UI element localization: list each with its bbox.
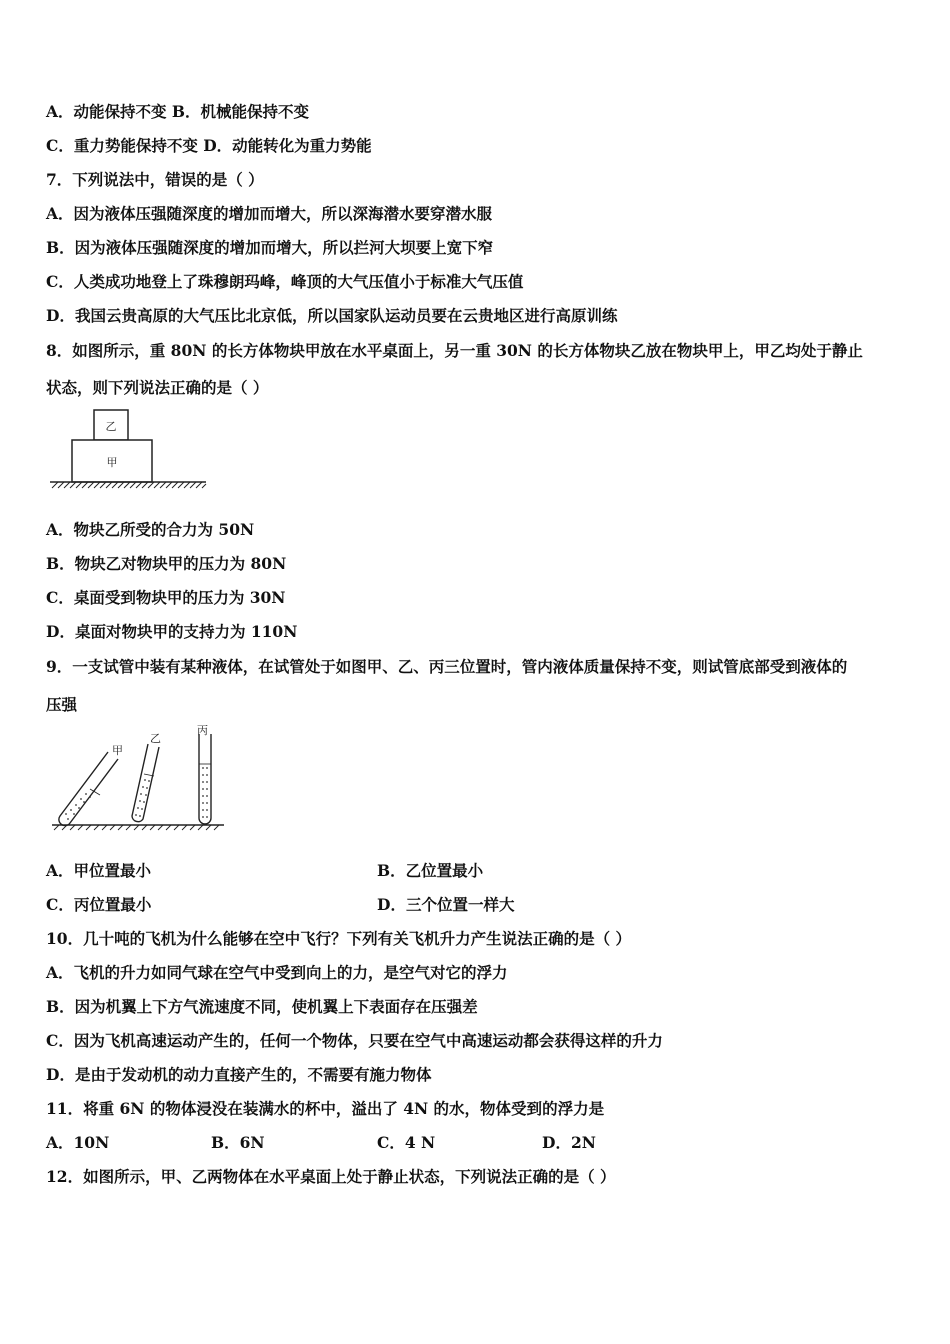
table-hatching bbox=[52, 482, 206, 488]
q9-stem-line2: 压强 bbox=[46, 695, 78, 714]
q8-stem-line1: 8．如图所示，重 80N 的长方体物块甲放在水平桌面上，另一重 30N 的长方体物块乙放在物块甲上，甲乙均处于静止 bbox=[46, 341, 863, 360]
q11-stem: 11．将重 6N 的物体浸没在装满水的杯中，溢出了 4N 的水，物体受到的浮力是 bbox=[46, 1099, 605, 1118]
q10-option-d: D．是由于发动机的动力直接产生的，不需要有施力物体 bbox=[46, 1065, 432, 1084]
tube-bing bbox=[199, 734, 211, 824]
q11-option-b: B．6N bbox=[211, 1133, 265, 1152]
q7-option-d: D．我国云贵高原的大气压比北京低，所以国家队运动员要在云贵地区进行高原训练 bbox=[46, 306, 618, 325]
q7-option-b: B．因为液体压强随深度的增加而增大，所以拦河大坝要上宽下窄 bbox=[46, 238, 494, 257]
block-yi-label: 乙 bbox=[105, 420, 117, 433]
q8-option-d: D．桌面对物块甲的支持力为 110N bbox=[46, 622, 298, 641]
q7-stem: 7．下列说法中，错误的是（ ） bbox=[46, 170, 264, 189]
q7-option-c: C．人类成功地登上了珠穆朗玛峰，峰顶的大气压值小于标准大气压值 bbox=[46, 272, 524, 291]
q10-option-c: C．因为飞机高速运动产生的，任何一个物体，只要在空气中高速运动都会获得这样的升力 bbox=[46, 1031, 663, 1050]
q11-option-c: C．4 N bbox=[377, 1133, 436, 1152]
q9-test-tubes-figure bbox=[46, 722, 228, 832]
q8-option-b: B．物块乙对物块甲的压力为 80N bbox=[46, 554, 287, 573]
ground-hatching bbox=[54, 825, 219, 830]
q9-option-b: B．乙位置最小 bbox=[377, 861, 484, 880]
q9-option-a: A．甲位置最小 bbox=[46, 861, 152, 880]
q10-stem: 10．几十吨的飞机为什么能够在空中飞行？下列有关飞机升力产生说法正确的是（ ） bbox=[46, 929, 631, 948]
tube-yi bbox=[132, 744, 159, 822]
q11-option-d: D．2N bbox=[542, 1133, 596, 1152]
q6-options-row2: C．重力势能保持不变 D．动能转化为重力势能 bbox=[46, 136, 372, 155]
q8-blocks-figure bbox=[46, 408, 210, 492]
q7-option-a: A．因为液体压强随深度的增加而增大，所以深海潜水要穿潜水服 bbox=[46, 204, 493, 223]
q9-stem-line1: 9．一支试管中装有某种液体，在试管处于如图甲、乙、丙三位置时，管内液体质量保持不变，则试管底部受到液体的 bbox=[46, 657, 848, 676]
q9-option-c: C．丙位置最小 bbox=[46, 895, 152, 914]
q11-option-a: A．10N bbox=[46, 1133, 110, 1152]
tube-jia-label: 甲 bbox=[112, 744, 123, 757]
q10-option-b: B．因为机翼上下方气流速度不同，使机翼上下表面存在压强差 bbox=[46, 997, 478, 1016]
q12-stem: 12．如图所示，甲、乙两物体在水平桌面上处于静止状态，下列说法正确的是（ ） bbox=[46, 1167, 616, 1186]
q8-option-a: A．物块乙所受的合力为 50N bbox=[46, 520, 255, 539]
q9-option-d: D．三个位置一样大 bbox=[377, 895, 515, 914]
tube-yi-label: 乙 bbox=[150, 732, 161, 745]
q8-option-c: C．桌面受到物块甲的压力为 30N bbox=[46, 588, 286, 607]
q6-options-row1: A．动能保持不变 B．机械能保持不变 bbox=[46, 102, 310, 121]
q8-stem-line2: 状态，则下列说法正确的是（ ） bbox=[46, 378, 269, 397]
tube-jia bbox=[59, 752, 118, 826]
block-jia-label: 甲 bbox=[106, 456, 118, 469]
tube-bing-label: 丙 bbox=[197, 724, 208, 737]
q10-option-a: A．飞机的升力如同气球在空气中受到向上的力，是空气对它的浮力 bbox=[46, 963, 508, 982]
